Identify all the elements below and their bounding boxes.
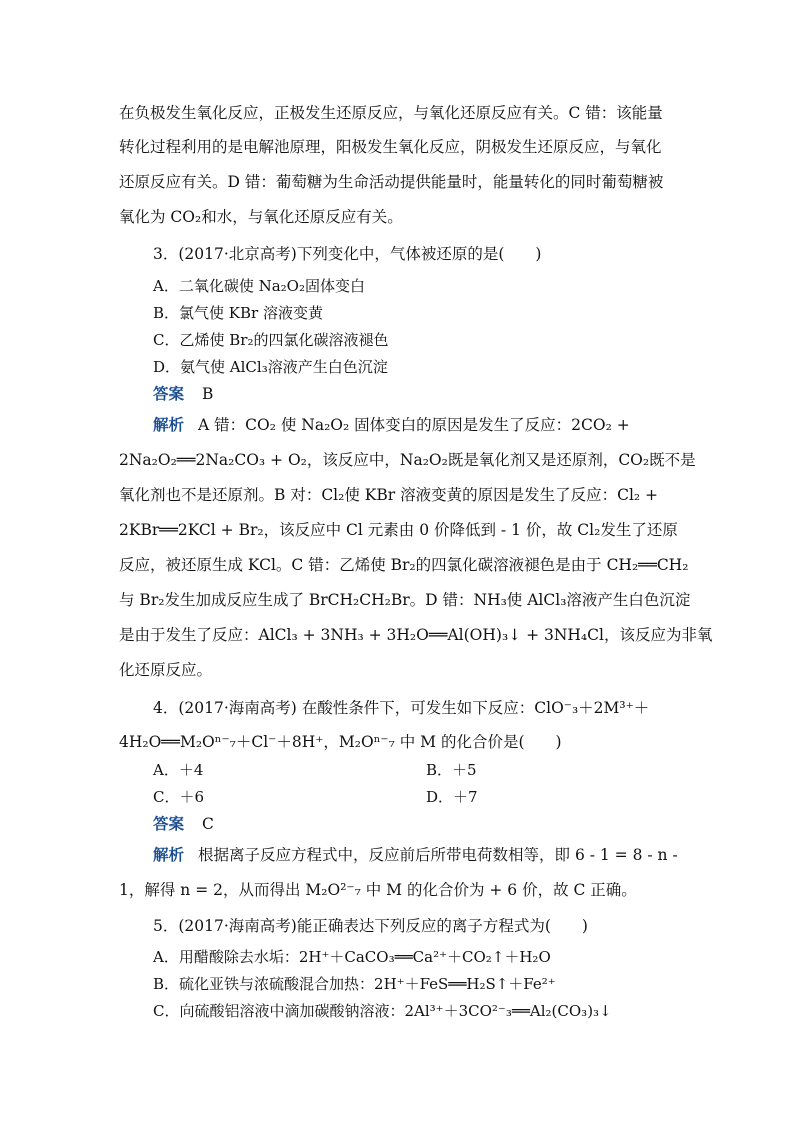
question-4-stem: 4．(2017·海南高考) 在酸性条件下，可发生如下反应：ClO⁻₃＋2M³⁺＋ bbox=[153, 699, 650, 717]
text-line: 氧化剂也不是还原剂。B 对：Cl₂使 KBr 溶液变黄的原因是发生了反应：Cl₂ + bbox=[119, 486, 659, 504]
q5-option-c: C．向硫酸铝溶液中滴加碳酸钠溶液：2Al³⁺＋3CO²⁻₃══Al₂(CO₃)₃↓ bbox=[153, 1002, 612, 1020]
q5-option-a: A．用醋酸除去水垢：2H⁺＋CaCO₃══Ca²⁺＋CO₂↑＋H₂O bbox=[153, 948, 551, 966]
q3-option-c: C．乙烯使 Br₂的四氯化碳溶液褪色 bbox=[153, 331, 389, 349]
q3-option-a: A．二氧化碳使 Na₂O₂固体变白 bbox=[153, 277, 365, 295]
analysis-label: 解析 bbox=[153, 846, 185, 864]
text-line: 化还原反应。 bbox=[119, 661, 213, 679]
analysis-text: 根据离子反应方程式中，反应前后所带电荷数相等，即 6 - 1 = 8 - n - bbox=[198, 846, 678, 864]
q3-analysis-row bbox=[153, 415, 630, 435]
text-line: 转化过程利用的是电解池原理，阳极发生氧化反应，阴极发生还原反应，与氧化 bbox=[119, 138, 662, 156]
analysis-label: 解析 bbox=[153, 416, 185, 434]
question-4-stem-cont: 4H₂O══M₂Oⁿ⁻₇＋Cl⁻＋8H⁺，M₂Oⁿ⁻₇ 中 M 的化合价是( ) bbox=[119, 733, 562, 751]
q5-option-b: B．硫化亚铁与浓硫酸混合加热：2H⁺＋FeS══H₂S↑＋Fe²⁺ bbox=[153, 975, 556, 993]
answer-value: C bbox=[202, 815, 214, 833]
q3-answer-row bbox=[153, 384, 213, 404]
text-line: 2Na₂O₂══2Na₂CO₃ + O₂，该反应中，Na₂O₂既是氧化剂又是还原剂，CO₂既不是 bbox=[119, 451, 696, 469]
text-line: 在负极发生氧化反应，正极发生还原反应，与氧化还原反应有关。C 错：该能量 bbox=[119, 104, 663, 122]
q4-option-b: B．＋5 bbox=[426, 761, 477, 779]
q3-option-d: D．氨气使 AlCl₃溶液产生白色沉淀 bbox=[153, 358, 388, 376]
answer-value: B bbox=[202, 385, 214, 403]
text-line: 反应，被还原生成 KCl。C 错：乙烯使 Br₂的四氯化碳溶液褪色是由于 CH₂══CH₂ bbox=[119, 556, 689, 574]
text-line: 氧化为 CO₂和水，与氧化还原反应有关。 bbox=[119, 208, 403, 226]
analysis-text: A 错：CO₂ 使 Na₂O₂ 固体变白的原因是发生了反应：2CO₂ + bbox=[198, 416, 630, 434]
text-line: 还原反应有关。D 错：葡萄糖为生命活动提供能量时，能量转化的同时葡萄糖被 bbox=[119, 173, 664, 191]
q4-option-c: C．＋6 bbox=[153, 788, 205, 806]
q3-option-b: B．氯气使 KBr 溶液变黄 bbox=[153, 304, 323, 322]
answer-label: 答案 bbox=[153, 815, 185, 833]
q4-option-d: D．＋7 bbox=[426, 788, 478, 806]
q4-answer-row bbox=[153, 814, 214, 834]
q4-option-a: A．＋4 bbox=[153, 761, 204, 779]
text-line: 与 Br₂发生加成反应生成了 BrCH₂CH₂Br。D 错：NH₃使 AlCl₃溶液产生白色沉淀 bbox=[119, 591, 691, 609]
text-line: 2KBr══2KCl + Br₂，该反应中 Cl 元素由 0 价降低到 - 1 价，故 Cl₂发生了还原 bbox=[119, 521, 678, 539]
text-line: 1，解得 n = 2，从而得出 M₂O²⁻₇ 中 M 的化合价为 + 6 价，故 C 正确。 bbox=[119, 881, 637, 899]
q4-analysis-row bbox=[153, 845, 678, 865]
question-3-stem: 3．(2017·北京高考)下列变化中，气体被还原的是( ) bbox=[153, 245, 542, 263]
question-5-stem: 5．(2017·海南高考)能正确表达下列反应的离子方程式为( ) bbox=[153, 917, 588, 935]
answer-label: 答案 bbox=[153, 385, 185, 403]
text-line: 是由于发生了反应：AlCl₃ + 3NH₃ + 3H₂O══Al(OH)₃↓ + 3NH₄Cl，该反应为非氧 bbox=[119, 626, 713, 644]
